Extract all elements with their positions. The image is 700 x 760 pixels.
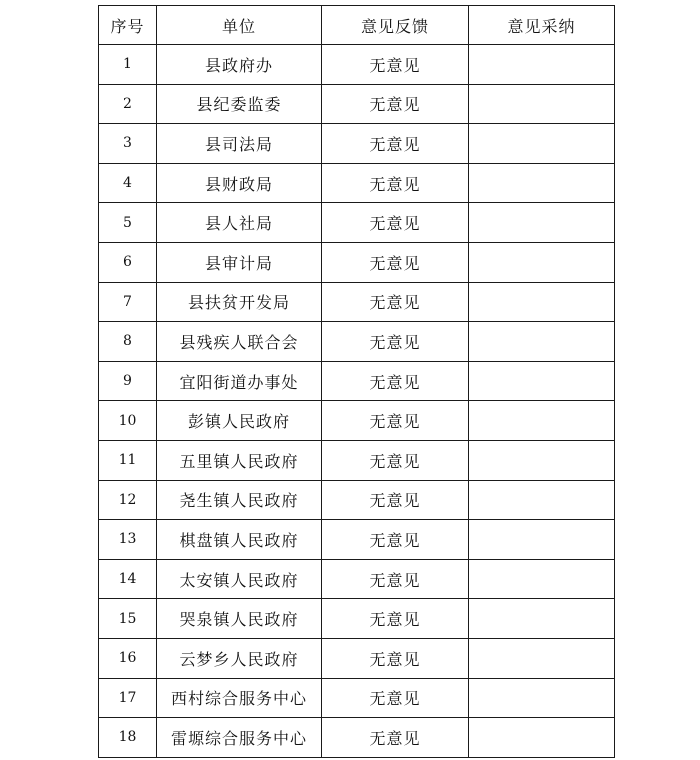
feedback-cell: 无意见 (322, 242, 469, 282)
adoption-cell (469, 440, 615, 480)
serial-number-cell: 2 (99, 84, 157, 124)
feedback-cell: 无意见 (322, 440, 469, 480)
feedback-cell: 无意见 (322, 559, 469, 599)
feedback-cell: 无意见 (322, 520, 469, 560)
unit-name-cell: 雷塬综合服务中心 (157, 718, 322, 758)
serial-number-cell: 18 (99, 718, 157, 758)
unit-name-cell: 宜阳街道办事处 (157, 361, 322, 401)
header-unit: 单位 (157, 6, 322, 45)
unit-name-cell: 西村综合服务中心 (157, 678, 322, 718)
table-row (99, 678, 615, 718)
unit-name-cell: 哭泉镇人民政府 (157, 599, 322, 639)
table-row (99, 282, 615, 322)
feedback-cell: 无意见 (322, 718, 469, 758)
unit-name-cell: 云梦乡人民政府 (157, 638, 322, 678)
serial-number-cell: 11 (99, 440, 157, 480)
unit-name-cell: 县政府办 (157, 45, 322, 85)
serial-number-cell: 14 (99, 559, 157, 599)
table-row (99, 45, 615, 85)
feedback-table-sheet (98, 5, 614, 758)
adoption-cell (469, 203, 615, 243)
table-row (99, 599, 615, 639)
serial-number-cell: 12 (99, 480, 157, 520)
adoption-cell (469, 559, 615, 599)
serial-number-cell: 13 (99, 520, 157, 560)
header-serial-number: 序号 (99, 6, 157, 45)
adoption-cell (469, 520, 615, 560)
serial-number-cell: 1 (99, 45, 157, 85)
table-header-row (99, 6, 615, 45)
serial-number-cell: 8 (99, 322, 157, 362)
unit-name-cell: 县扶贫开发局 (157, 282, 322, 322)
feedback-cell: 无意见 (322, 45, 469, 85)
adoption-cell (469, 678, 615, 718)
serial-number-cell: 17 (99, 678, 157, 718)
feedback-cell: 无意见 (322, 84, 469, 124)
unit-name-cell: 彭镇人民政府 (157, 401, 322, 441)
adoption-cell (469, 124, 615, 164)
unit-name-cell: 太安镇人民政府 (157, 559, 322, 599)
feedback-cell: 无意见 (322, 599, 469, 639)
table-row (99, 638, 615, 678)
feedback-cell: 无意见 (322, 322, 469, 362)
adoption-cell (469, 401, 615, 441)
feedback-cell: 无意见 (322, 401, 469, 441)
table-row (99, 401, 615, 441)
table-row (99, 440, 615, 480)
serial-number-cell: 5 (99, 203, 157, 243)
table-row (99, 559, 615, 599)
adoption-cell (469, 718, 615, 758)
table-row (99, 718, 615, 758)
unit-name-cell: 县司法局 (157, 124, 322, 164)
table-row (99, 242, 615, 282)
table-body (99, 45, 615, 758)
adoption-cell (469, 361, 615, 401)
serial-number-cell: 6 (99, 242, 157, 282)
unit-name-cell: 尧生镇人民政府 (157, 480, 322, 520)
feedback-cell: 无意见 (322, 361, 469, 401)
adoption-cell (469, 480, 615, 520)
unit-name-cell: 县财政局 (157, 163, 322, 203)
serial-number-cell: 9 (99, 361, 157, 401)
table-row (99, 520, 615, 560)
feedback-cell: 无意见 (322, 480, 469, 520)
unit-name-cell: 县人社局 (157, 203, 322, 243)
unit-name-cell: 县残疾人联合会 (157, 322, 322, 362)
feedback-cell: 无意见 (322, 678, 469, 718)
feedback-cell: 无意见 (322, 124, 469, 164)
header-adoption: 意见采纳 (469, 6, 615, 45)
unit-name-cell: 县纪委监委 (157, 84, 322, 124)
adoption-cell (469, 45, 615, 85)
table-row (99, 203, 615, 243)
adoption-cell (469, 242, 615, 282)
table-row (99, 361, 615, 401)
serial-number-cell: 7 (99, 282, 157, 322)
unit-name-cell: 棋盘镇人民政府 (157, 520, 322, 560)
feedback-cell: 无意见 (322, 163, 469, 203)
table-row (99, 480, 615, 520)
adoption-cell (469, 163, 615, 203)
table-row (99, 124, 615, 164)
feedback-table (98, 5, 615, 758)
serial-number-cell: 4 (99, 163, 157, 203)
serial-number-cell: 10 (99, 401, 157, 441)
serial-number-cell: 15 (99, 599, 157, 639)
table-row (99, 322, 615, 362)
serial-number-cell: 3 (99, 124, 157, 164)
table-row (99, 163, 615, 203)
feedback-cell: 无意见 (322, 282, 469, 322)
feedback-cell: 无意见 (322, 203, 469, 243)
table-row (99, 84, 615, 124)
adoption-cell (469, 84, 615, 124)
header-feedback: 意见反馈 (322, 6, 469, 45)
adoption-cell (469, 638, 615, 678)
adoption-cell (469, 599, 615, 639)
feedback-cell: 无意见 (322, 638, 469, 678)
serial-number-cell: 16 (99, 638, 157, 678)
unit-name-cell: 县审计局 (157, 242, 322, 282)
adoption-cell (469, 282, 615, 322)
unit-name-cell: 五里镇人民政府 (157, 440, 322, 480)
adoption-cell (469, 322, 615, 362)
